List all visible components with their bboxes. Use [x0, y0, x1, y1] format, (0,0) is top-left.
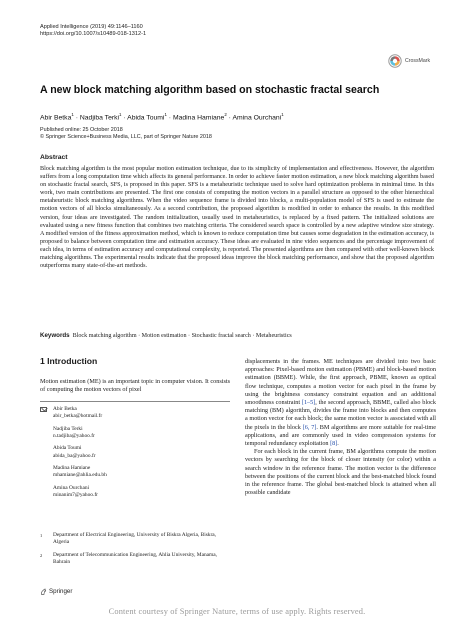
contact-entry [40, 485, 230, 499]
springer-horse-icon [40, 588, 47, 595]
abstract-text: Block matching algorithm is the most popular motion estimation technique, due to its simplicity of implementation and effectiveness. However, the algorithm suffers from a long computation time which affects its general performance. In order to achieve faster motion estimation, a new block matching algorithm based on stochastic fractal search, SFS, is proposed in this paper. SFS is a metaheuristic technique used to solve hard optimization problems in minimal time. In this work, two main contributions are presented. The first one consists of computing the motion vectors in a parallel structure as opposed to the other hierarchical metaheuristic block matching algorithms. When the video sequence frame is divided into blocks, a multi-population model of SFS is used to estimate the motion vectors of all blocks simultaneously. As a second contribution, the proposed algorithm is modified in order to enhance the results. In this modified version, four ideas are investigated. The random initialization, usually used in metaheuristics, is replaced by a fixed pattern. The initialized solutions are evaluated using a new fitness function that combines two matching criteria. The considered search space is controlled by a new adaptive window size strategy. A modified version of the fitness approximation method, which is known to reduce computation time but causes some degradation in the estimation accuracy, is proposed to balance between computation time and estimation accuracy. These ideas are evaluated in nine video sequences and the percentage improvement of each idea, in terms of estimation accuracy and computational complexity, is reported. The presented algorithms are then compared with other well-known block matching algorithms. The experimental results indicate that the proposed ideas improve the block matching performance, and show that the proposed algorithm outperforms many state-of-the-art methods. [40, 166, 434, 270]
section-heading-introduction: 1 Introduction [40, 356, 98, 366]
intro-left-column: Motion estimation (ME) is an important topic in computer vision. It consists of computing the motion vectors of pixel [40, 378, 230, 394]
affiliation-text: Department of Telecommunication Engineering, Ahlia University, Manama, Bahrain [53, 552, 217, 566]
citation-link[interactable]: [8] [330, 440, 338, 448]
paragraph-text: displacements in the frames. ME techniques are divided into two basic approaches: Pixel-based motion estimation (PBME) and block-based motion estimation (BBME). While, the first approach, PBME, known as optical flow technique, computes a motion vector for each pixel in the frame by using the brightness constancy constraint equation and an additional smoothness constraint [245, 358, 436, 407]
courtesy-watermark: Content courtesy of Springer Nature, terms of use apply. Rights reserved. [108, 607, 366, 616]
affiliation-text: Department of Electrical Engineering, University of Biskra Algeria, Biskra, Algeria [53, 532, 217, 546]
abstract-heading: Abstract [40, 154, 68, 161]
contact-email[interactable]: n.tadjiba@yahoo.fr [53, 432, 95, 439]
contact-entry [40, 406, 230, 420]
paragraph-text: . BM algorithms are more suitable for real-time applications, and are commonly used in video compression systems for temporal redundancy exploitation [245, 423, 436, 448]
author-affil-sup: 1 [164, 112, 167, 117]
paper-title: A new block matching algorithm based on stochastic fractal search [40, 84, 380, 96]
author-affil-sup: 1 [119, 112, 122, 117]
contact-name: Madina Hamiane [53, 465, 91, 472]
footnote-divider [40, 401, 230, 402]
keywords-text: Block matching algorithm · Motion estimation · Stochastic fractal search · Metaheuristics [72, 333, 292, 339]
contact-email[interactable]: abir_betka@hotmail.fr [53, 413, 103, 420]
author-name[interactable]: Abida Toumi [127, 114, 165, 122]
author-name[interactable]: Amina Ourchani [232, 114, 282, 122]
contact-entry [40, 465, 230, 479]
keywords-line [40, 332, 434, 340]
copyright-line: © Springer Science+Business Media, LLC, part of Springer Nature 2018 [40, 134, 212, 141]
contact-name: Amina Ourchani [53, 484, 90, 491]
crossmark-label: CrossMark [405, 58, 431, 64]
paragraph-text: . [337, 440, 339, 448]
affiliations [40, 532, 230, 572]
crossmark-icon [388, 54, 402, 68]
publisher-logo [40, 588, 72, 595]
affiliation-number: 1 [40, 533, 43, 538]
publication-info [40, 127, 212, 142]
published-date: Published online: 25 October 2018 [40, 127, 123, 133]
affiliation-entry [40, 552, 230, 566]
contact-email[interactable]: mhamiane@ahlia.edu.bh [53, 472, 107, 479]
journal-header [40, 24, 146, 39]
contact-name: Nadjiba Terki [53, 425, 83, 432]
contact-email[interactable]: abida_ba@yahoo.fr [53, 452, 96, 459]
author-name[interactable]: Nadjiba Terki [79, 114, 120, 122]
publisher-name: Springer [49, 588, 73, 595]
author-name[interactable]: Madina Hamiane [172, 114, 225, 122]
author-list: Abir Betka$^1$ · Nadjiba Terki$^1$ · Abida Toumi$^1$ · Madina Hamiane$^2$ · Amina Ourchani$^1$ [40, 112, 284, 122]
doi-link[interactable]: https://doi.org/10.1007/s10489-018-1312-1 [40, 31, 147, 38]
contact-email[interactable]: minanim7@yahoo.fr [53, 492, 98, 499]
author-affil-sup: 2 [224, 112, 227, 117]
contact-entry [40, 445, 230, 459]
contact-entry [40, 426, 230, 440]
paragraph-text: , the second approach, BBME, called also block matching (BM) algorithm, divides the frame into blocks and then computes a motion vector for each block; the same motion vector is associated with all the pixels in the block [245, 399, 436, 431]
crossmark-badge[interactable] [388, 54, 430, 68]
keywords-label: Keywords [40, 332, 70, 339]
intro-paragraph: For each block in the current frame, BM algorithms compute the motion vectors by searching for the block of closer intensity (or color) within a search window in the reference frame. The motion vector is the difference between the positions of the current block and the best-matched block found in the reference frame. The global best-matched block is attained when all possible candidate [245, 448, 436, 497]
author-name[interactable]: Abir Betka [40, 114, 72, 122]
citation-link[interactable]: [6, 7] [302, 423, 317, 431]
citation-link[interactable]: [1–5] [301, 399, 316, 407]
contact-name: Abir Betka [53, 406, 77, 412]
journal-citation: Applied Intelligence (2019) 49:1146–1160 [40, 24, 143, 30]
author-affil-sup: 1 [281, 112, 284, 117]
author-contacts [40, 406, 230, 505]
envelope-icon [40, 407, 47, 412]
intro-right-column [245, 358, 436, 497]
author-affil-sup: 1 [71, 112, 74, 117]
intro-paragraph [245, 358, 436, 448]
affiliation-number: 2 [40, 553, 43, 558]
contact-name: Abida Toumi [53, 445, 82, 452]
affiliation-entry [40, 532, 230, 546]
